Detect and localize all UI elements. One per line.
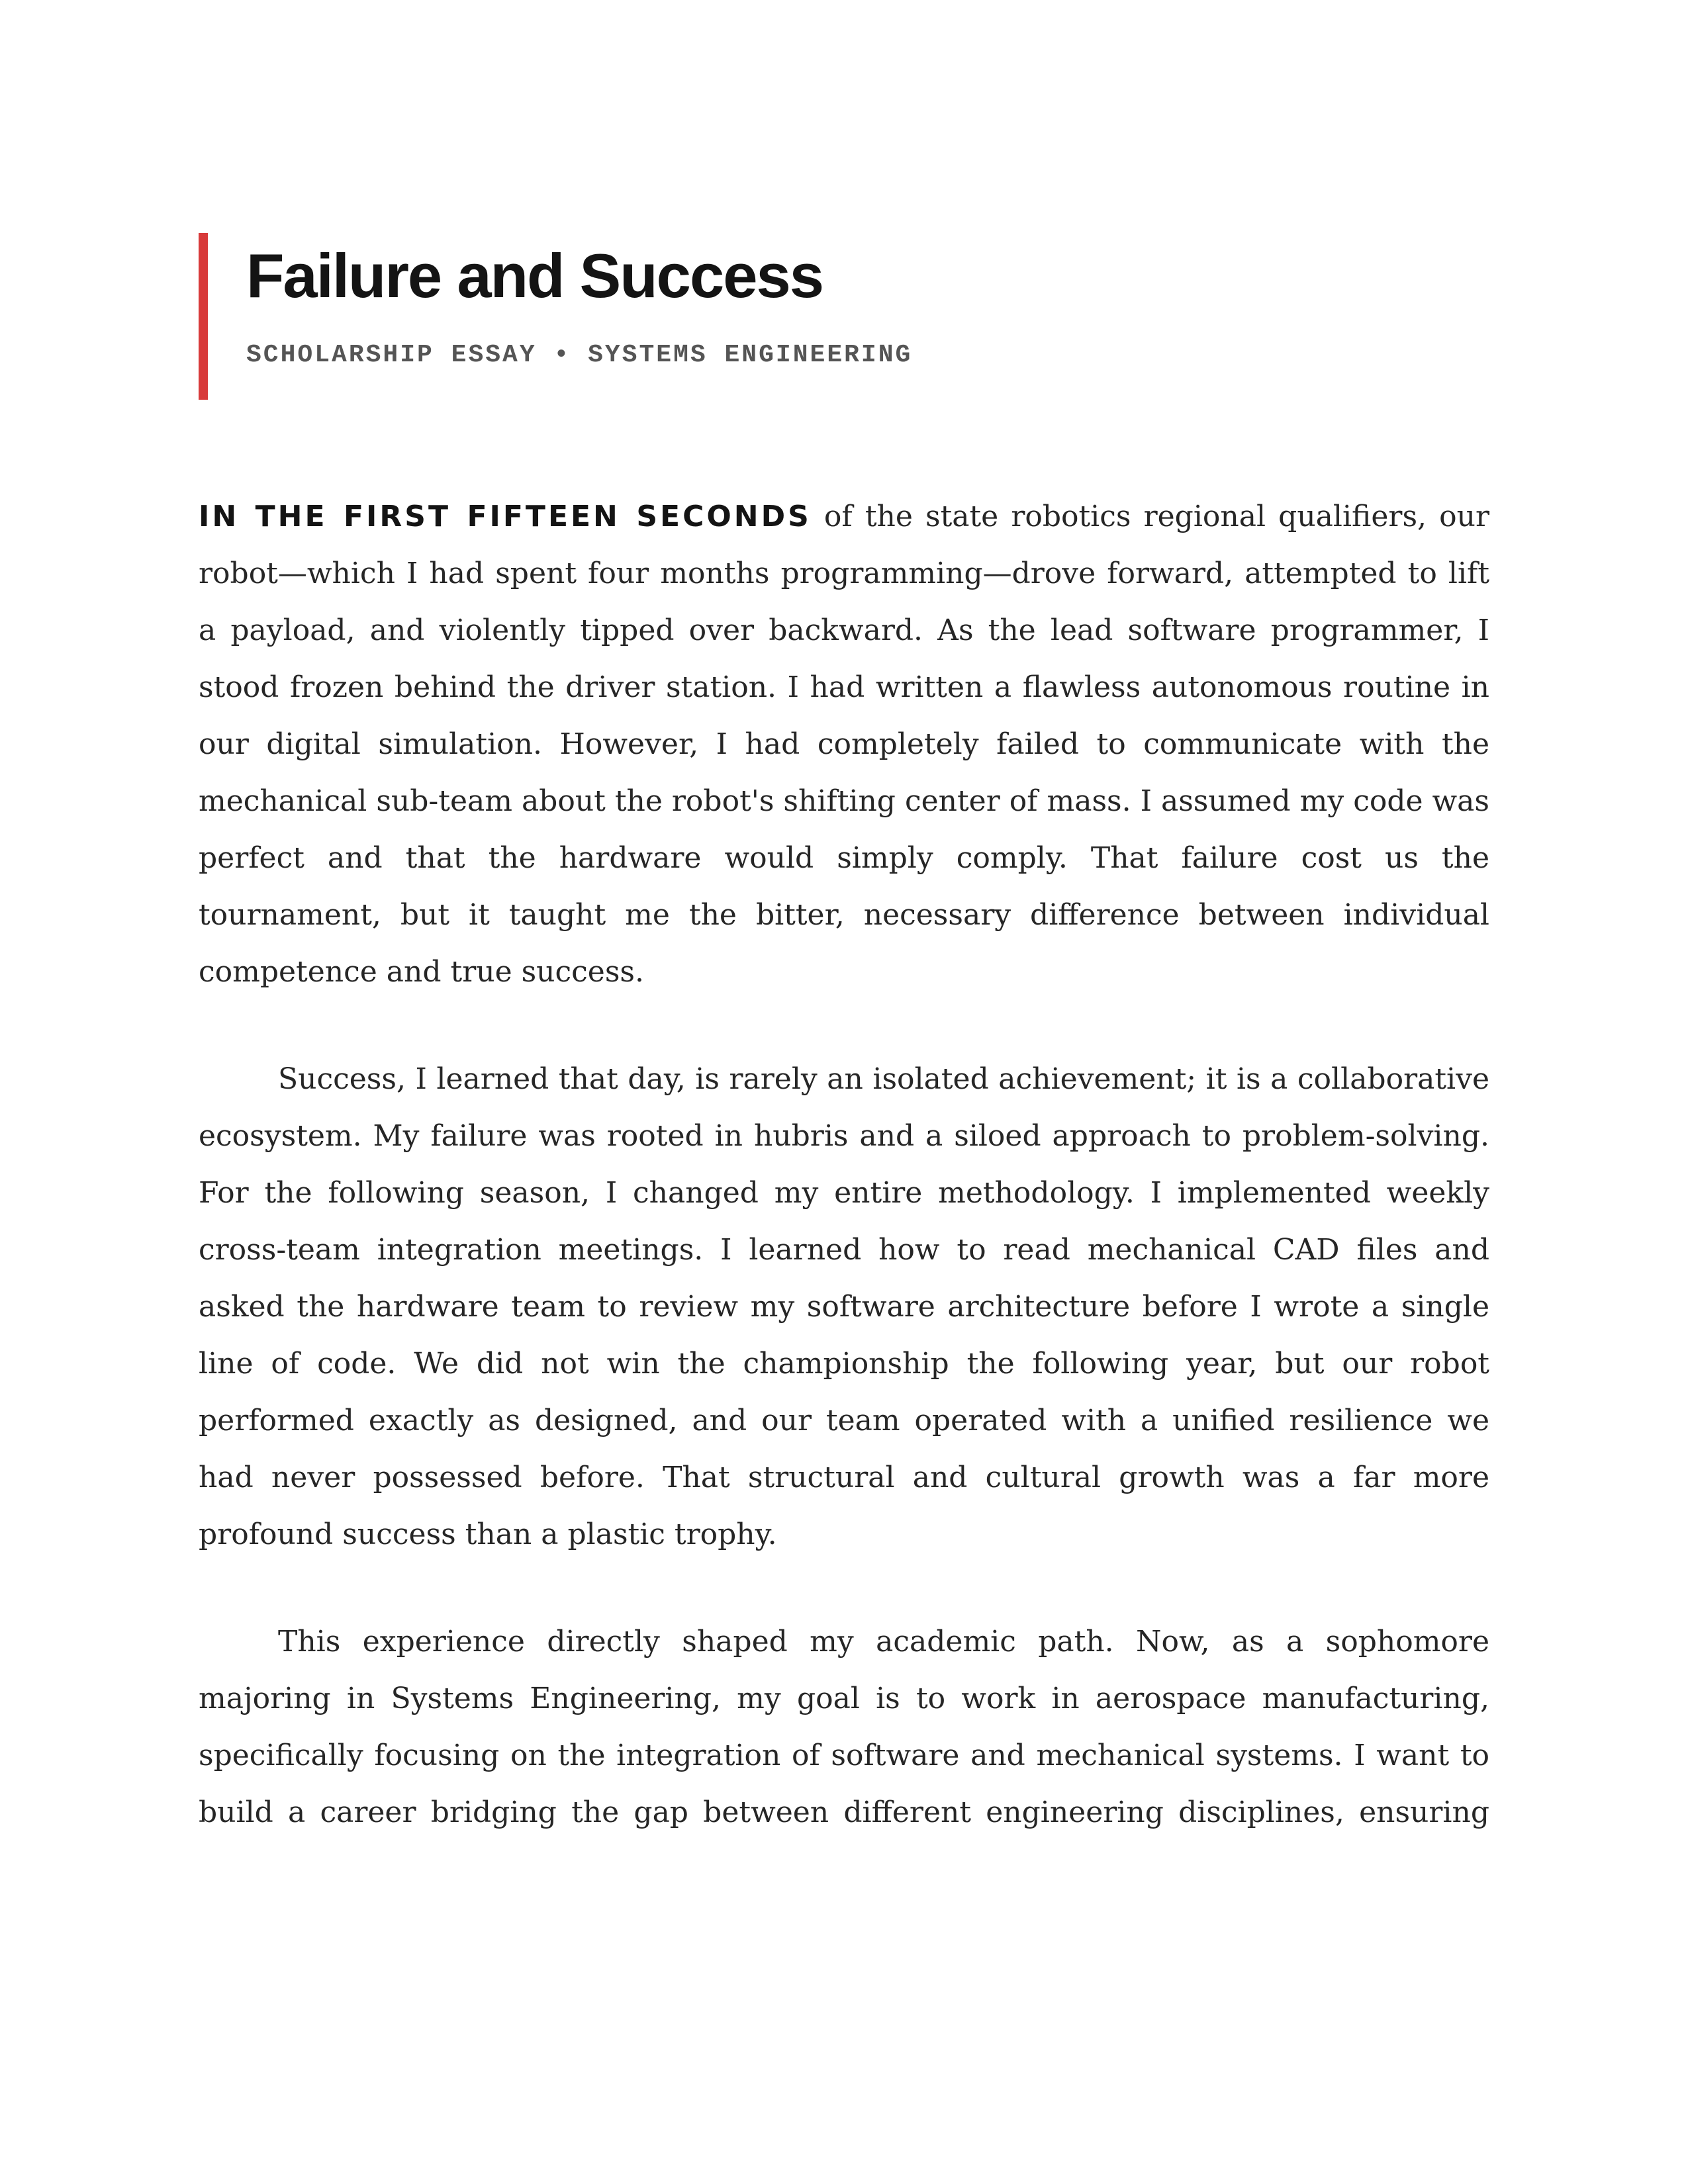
lead-in: IN THE FIRST FIFTEEN SECONDS (199, 500, 812, 533)
paragraph-1-text: of the state robotics regional qualifiers, our robot—which I had spent four months programming—drove forward, attempted to lift a payload, and violently tipped over backward. As the lead software programmer, I stood frozen behind the driver station. I had written a flawless autonomous routine in our digital simulation. However, I had completely failed to communicate with the mechanical sub-team about the robot's shifting center of mass. I assumed my code was perfect and that the hardware would simply comply. That failure cost us the tournament, but it taught me the bitter, necessary difference between individual competence and true success. (199, 500, 1489, 989)
paragraph-3: This experience directly shaped my academic path. Now, as a sophomore majoring in Systems Engineering, my goal is to work in aerospace manufacturing, specifically focusing on the integration of software and mechanical systems. I want to build a career bridging the gap between different engineering disciplines, ensuring (199, 1625, 1489, 1829)
essay-body (199, 488, 1489, 1841)
accent-bar (199, 233, 208, 400)
page-title: Failure and Success (246, 241, 823, 310)
paragraph-1 (199, 488, 1489, 1001)
essay-header (199, 233, 1489, 400)
page-subtitle: SCHOLARSHIP ESSAY • SYSTEMS ENGINEERING (246, 341, 913, 370)
essay-page (199, 233, 1489, 1891)
paragraph-2: Success, I learned that day, is rarely an isolated achievement; it is a collaborative ecosystem. My failure was rooted in hubris and a siloed approach to problem-solving. For the following season, I changed my entire methodology. I implemented weekly cross-team integration meetings. I learned how to read mechanical CAD files and asked the hardware team to review my software architecture before I wrote a single line of code. We did not win the championship the following year, but our robot performed exactly as designed, and our team operated with a unified resilience we had never possessed before. That structural and cultural growth was a far more profound success than a plastic trophy. (199, 1062, 1489, 1551)
